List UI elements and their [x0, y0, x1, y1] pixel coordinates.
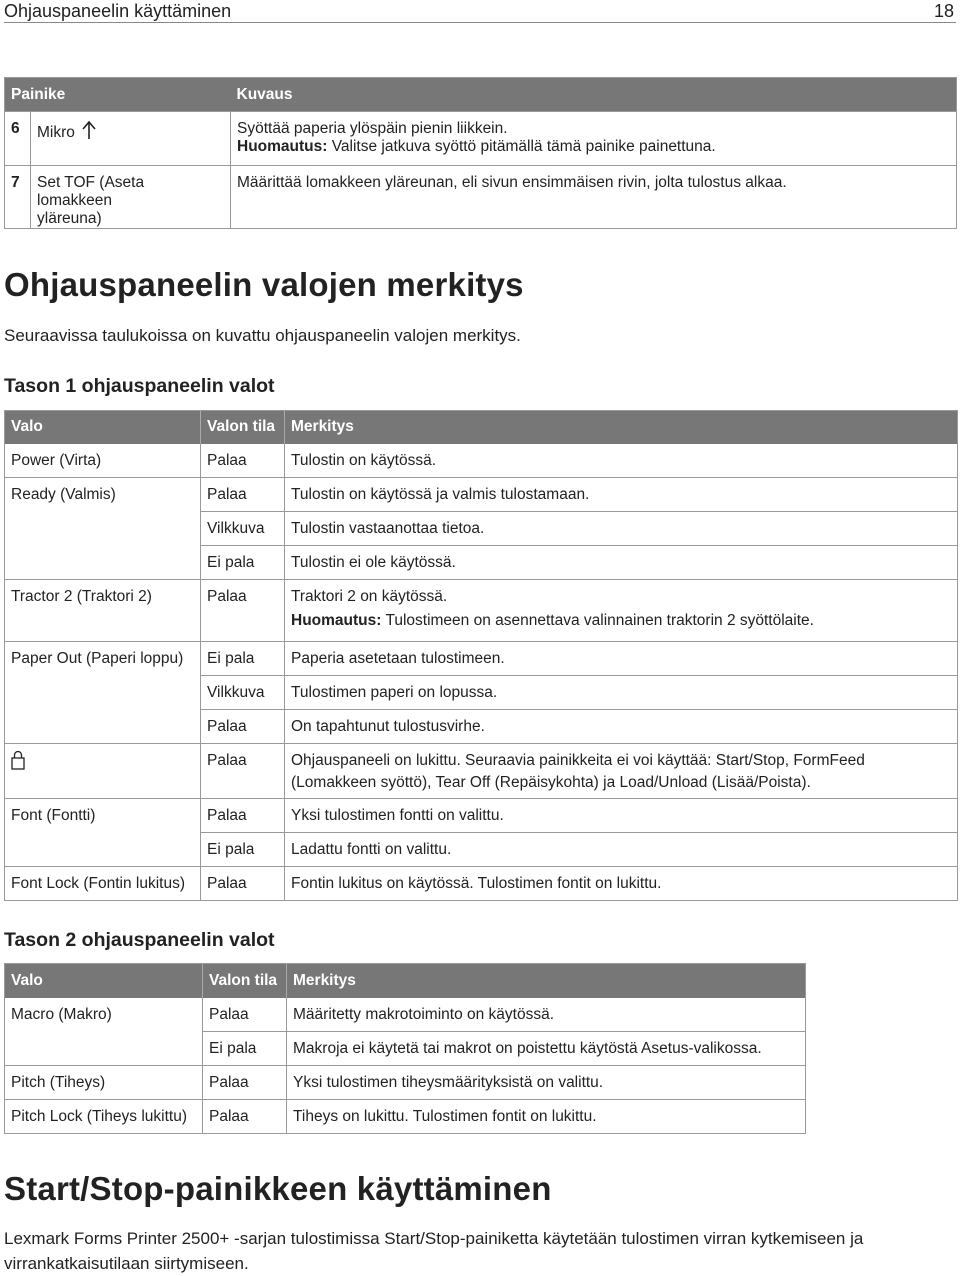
button-description: Määrittää lomakkeen yläreunan, eli sivun ensimmäisen rivin, jolta tulostus alkaa. [231, 166, 957, 229]
column-header-valon-tila: Valon tila [201, 411, 285, 444]
light-meaning: Yksi tulostimen tiheysmäärityksistä on valittu. [287, 1066, 806, 1100]
light-meaning: Yksi tulostimen fontti on valittu. [285, 799, 958, 833]
light-meaning: Tulostin vastaanottaa tietoa. [285, 512, 958, 546]
table-row [5, 867, 958, 901]
light-state: Ei pala [203, 1032, 287, 1066]
light-meaning: Paperia asetetaan tulostimeen. [285, 642, 958, 676]
note-label: Huomautus: [237, 138, 328, 155]
table-row [5, 1100, 806, 1134]
light-state: Palaa [203, 1100, 287, 1134]
table-header-row [5, 411, 958, 444]
table-row [5, 799, 958, 833]
button-number: 7 [5, 166, 31, 229]
light-meaning: Ohjauspaneeli on lukittu. Seuraavia painikkeita ei voi käyttää: Start/Stop, FormFeed (Lomakkeen syöttö), Tear Off (Repäisykohta) ja Load/Unload (Lisää/Poista). [285, 744, 958, 799]
light-name: Power (Virta) [5, 444, 201, 478]
button-name: Mikro [37, 124, 75, 141]
light-name: Pitch (Tiheys) [5, 1066, 203, 1100]
subsection-title-level2: Tason 2 ohjauspaneelin valot [4, 929, 275, 951]
light-name: Font Lock (Fontin lukitus) [5, 867, 201, 901]
light-name: Ready (Valmis) [5, 478, 201, 580]
note-text [237, 138, 950, 156]
table-row [5, 998, 806, 1032]
level1-lights-table [4, 410, 958, 901]
light-state: Palaa [201, 478, 285, 512]
light-name: Paper Out (Paperi loppu) [5, 642, 201, 744]
button-name-cell [31, 112, 231, 166]
light-meaning: Fontin lukitus on käytössä. Tulostimen fontit on lukittu. [291, 875, 662, 892]
light-meaning: Makroja ei käytetä tai makrot on poistettu käytöstä Asetus-valikossa. [287, 1032, 806, 1066]
column-header-valo: Valo [5, 964, 203, 998]
note-body: Tulostimeen on asennettava valinnainen traktorin 2 syöttölaite. [381, 612, 814, 629]
light-state: Palaa [201, 744, 285, 799]
table-row [5, 744, 958, 799]
light-name: Macro (Makro) [5, 998, 203, 1066]
light-state: Vilkkuva [201, 512, 285, 546]
light-name: Tractor 2 (Traktori 2) [5, 580, 201, 642]
level2-lights-table [4, 963, 806, 1134]
light-name: Font (Fontti) [5, 799, 201, 867]
light-meaning: Tulostin ei ole käytössä. [285, 546, 958, 580]
section-title: Ohjauspaneelin valojen merkitys [4, 266, 524, 303]
light-state: Palaa [201, 444, 285, 478]
light-state: Palaa [203, 1066, 287, 1100]
button-name: Set TOF (Aseta lomakkeen yläreuna) [31, 166, 231, 229]
section-intro: Seuraavissa taulukoissa on kuvattu ohjauspaneelin valojen merkitys. [4, 326, 521, 345]
table-row [5, 580, 958, 642]
column-header-kuvaus: Kuvaus [231, 78, 957, 112]
lock-icon [11, 750, 25, 770]
light-state: Palaa [201, 580, 285, 642]
page-header-title: Ohjauspaneelin käyttäminen [4, 1, 232, 21]
column-header-merkitys: Merkitys [285, 411, 958, 444]
light-state: Vilkkuva [201, 676, 285, 710]
light-meaning: Tulostin on käytössä ja valmis tulostamaan. [285, 478, 958, 512]
light-meaning [285, 580, 958, 642]
note-label: Huomautus: [291, 612, 382, 629]
column-header-merkitys: Merkitys [287, 964, 806, 998]
light-name: Pitch Lock (Tiheys lukittu) [5, 1100, 203, 1134]
page-number: 18 [933, 1, 954, 21]
section-title: Start/Stop-painikkeen käyttäminen [4, 1170, 552, 1207]
table-row [5, 112, 957, 166]
light-state: Palaa [201, 710, 285, 744]
column-header-valon-tila: Valon tila [203, 964, 287, 998]
light-meaning: Ladattu fontti on valittu. [285, 833, 958, 867]
column-header-painike: Painike [5, 78, 231, 112]
light-state: Ei pala [201, 546, 285, 580]
column-header-valo: Valo [5, 411, 201, 444]
table-row [5, 166, 957, 229]
light-meaning: Tulostin on käytössä. [285, 444, 958, 478]
meaning-text: Traktori 2 on käytössä. [291, 588, 448, 605]
description-text: Syöttää paperia ylöspäin pienin liikkein. [237, 120, 508, 137]
header-divider [4, 22, 956, 23]
table-row [5, 444, 958, 478]
button-description [231, 112, 957, 166]
table-row [5, 1066, 806, 1100]
light-meaning: Tulostimen paperi on lopussa. [285, 676, 958, 710]
subsection-title-level1: Tason 1 ohjauspaneelin valot [4, 375, 275, 397]
light-state: Ei pala [201, 642, 285, 676]
light-meaning: Tiheys on lukittu. Tulostimen fontit on lukittu. [293, 1108, 597, 1125]
note-body: Valitse jatkuva syöttö pitämällä tämä painike painettuna. [327, 138, 716, 155]
section-body: Lexmark Forms Printer 2500+ -sarjan tulostimissa Start/Stop-painiketta käytetään tulostimen virran kytkemiseen ja virrankatkaisutilaan siirtymiseen. [4, 1229, 864, 1273]
light-meaning: Määritetty makrotoiminto on käytössä. [287, 998, 806, 1032]
table-header-row [5, 964, 806, 998]
light-state: Palaa [201, 799, 285, 833]
buttons-table [4, 77, 957, 229]
light-name [5, 744, 201, 799]
arrow-up-icon [82, 120, 96, 140]
light-meaning: On tapahtunut tulostusvirhe. [285, 710, 958, 744]
table-row [5, 478, 958, 512]
light-state: Ei pala [201, 833, 285, 867]
note-text [291, 612, 951, 630]
light-state: Palaa [201, 867, 285, 901]
table-row [5, 642, 958, 676]
table-header-row [5, 78, 957, 112]
button-number: 6 [5, 112, 31, 166]
light-state: Palaa [203, 998, 287, 1032]
